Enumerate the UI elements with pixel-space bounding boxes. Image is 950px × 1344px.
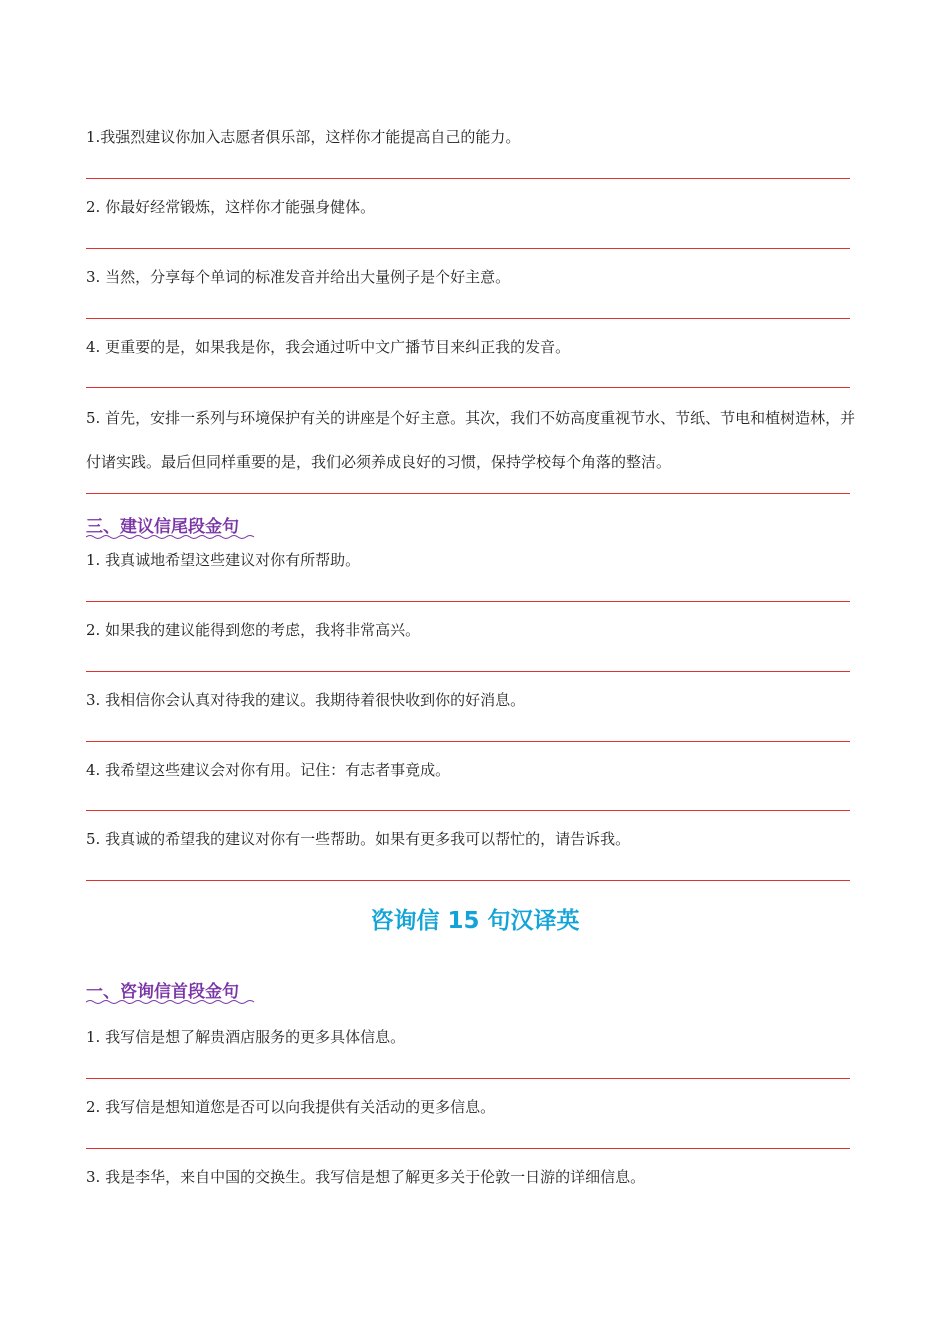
- answer-line: [86, 741, 850, 742]
- consult-sentence-1: 1. 我写信是想了解贵酒店服务的更多具体信息。: [86, 1028, 406, 1046]
- wavy-underline: [86, 999, 258, 1005]
- sentence-2-1: 1.我强烈建议你加入志愿者俱乐部，这样你才能提高自己的能力。: [86, 128, 521, 146]
- sentence-3-3: 3. 我相信你会认真对待我的建议。我期待着很快收到你的好消息。: [86, 691, 526, 709]
- answer-line: [86, 880, 850, 881]
- answer-line: [86, 671, 850, 672]
- sentence-2-4: 4. 更重要的是，如果我是你，我会通过听中文广播节目来纠正我的发音。: [86, 338, 571, 356]
- section-heading-closing: 三、建议信尾段金句: [86, 517, 239, 537]
- sentence-2-5: 5. 首先，安排一系列与环境保护有关的讲座是个好主意。其次，我们不妨高度重视节水、节纸、节电和植树造林，并付诸实践。最后但同样重要的是，我们必须养成良好的习惯，保持学校每个角落的整洁。: [86, 409, 856, 471]
- answer-line: [86, 248, 850, 249]
- answer-line: [86, 387, 850, 388]
- answer-line: [86, 601, 850, 602]
- sentence-3-2: 2. 如果我的建议能得到您的考虑，我将非常高兴。: [86, 621, 421, 639]
- answer-line: [86, 318, 850, 319]
- section-heading-opening: 一、咨询信首段金句: [86, 982, 239, 1002]
- sentence-3-4: 4. 我希望这些建议会对你有用。记住：有志者事竟成。: [86, 761, 451, 779]
- consult-sentence-3: 3. 我是李华，来自中国的交换生。我写信是想了解更多关于伦敦一日游的详细信息。: [86, 1168, 646, 1186]
- answer-line: [86, 178, 850, 179]
- answer-line: [86, 810, 850, 811]
- consult-sentence-2: 2. 我写信是想知道您是否可以向我提供有关活动的更多信息。: [86, 1098, 496, 1116]
- page-title: 咨询信 15 句汉译英: [370, 908, 580, 934]
- sentence-2-3: 3. 当然，分享每个单词的标准发音并给出大量例子是个好主意。: [86, 268, 511, 286]
- answer-line: [86, 1148, 850, 1149]
- sentence-3-5: 5. 我真诚的希望我的建议对你有一些帮助。如果有更多我可以帮忙的，请告诉我。: [86, 830, 631, 848]
- answer-line: [86, 1078, 850, 1079]
- answer-line: [86, 493, 850, 494]
- sentence-2-2: 2. 你最好经常锻炼，这样你才能强身健体。: [86, 198, 376, 216]
- sentence-3-1: 1. 我真诚地希望这些建议对你有所帮助。: [86, 551, 361, 569]
